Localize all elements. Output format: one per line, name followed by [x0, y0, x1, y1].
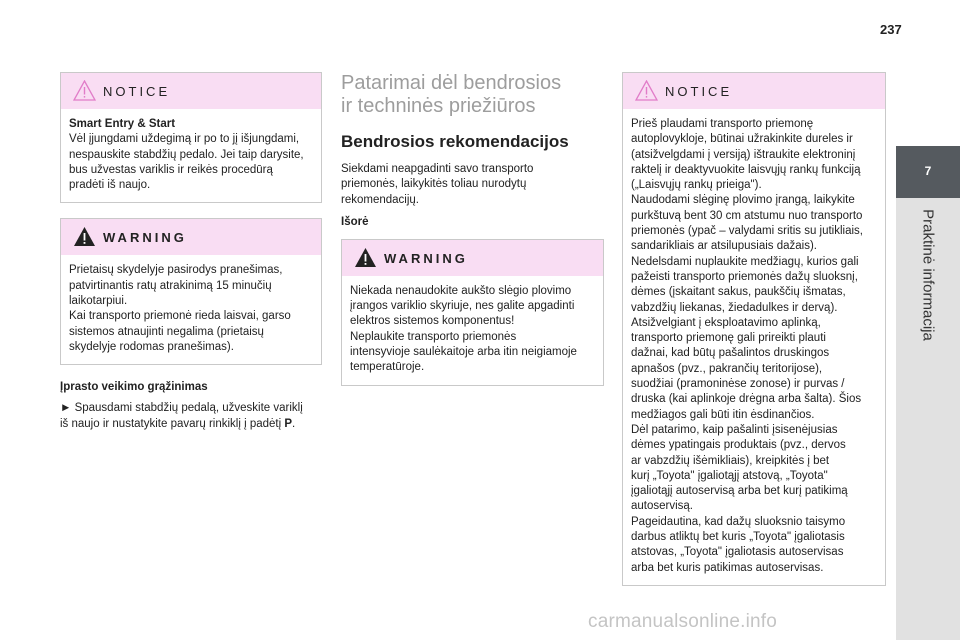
text-line: raktelį ir deaktyvuokite laisvųjų rankų funkciją	[631, 163, 861, 176]
chapter-number: 7	[924, 164, 932, 178]
text-line: dėmes ypatingais produktais (pvz., dervos	[631, 439, 846, 452]
notice-title: NOTICE	[665, 84, 733, 99]
warning-box	[341, 239, 604, 386]
text-line: laikotarpiui.	[69, 295, 128, 308]
notice-triangle-icon	[73, 80, 96, 101]
text-line: Prietaisų skydelyje pasirodys pranešimas,	[69, 264, 283, 277]
section-title	[341, 72, 604, 118]
text-line: Kai transporto priemonė rieda laisvai, garso	[69, 310, 291, 323]
text-line: („Laisvųjų rankų prieiga").	[631, 179, 762, 192]
column-1	[60, 72, 322, 432]
notice-box	[622, 72, 886, 586]
text-line: apnašos (pvz., pakrančių teritorijose),	[631, 362, 823, 375]
subheading: Įprasto veikimo grąžinimas	[60, 381, 208, 394]
notice-box	[60, 72, 322, 203]
heading: Bendrosios rekomendacijos	[341, 132, 569, 151]
warning-triangle-icon	[354, 247, 377, 268]
notice-header	[61, 73, 321, 109]
notice-body	[623, 109, 885, 585]
text-line: elektros sistemos komponentus!	[350, 315, 515, 328]
text-line: intensyvioje saulėkaitoje arba itin neigiamoje	[350, 346, 577, 359]
text-line: Niekada nenaudokite aukšto slėgio plovimo	[350, 284, 572, 297]
text-line: Siekdami neapgadinti savo transporto	[341, 163, 534, 175]
text-line: kurį „Toyota" įgaliotąjį atstovą, „Toyota"	[631, 469, 828, 482]
text-line: Neplaukite transporto priemonės	[350, 330, 517, 343]
subheading: Išorė	[341, 215, 369, 228]
warning-body	[61, 255, 321, 364]
text-line: Prieš plaudami transporto priemonę	[631, 118, 814, 130]
intro-paragraph	[341, 162, 604, 208]
notice-title: NOTICE	[103, 84, 171, 99]
text-line: skydelyje rodomas pranešimas).	[69, 340, 234, 353]
text-line: dėmes (įskaitant sakus, paukščių išmatas,	[631, 286, 846, 299]
text-line: autoplovykloje, būtinai užrakinkite dureles ir	[631, 133, 853, 146]
warning-box	[60, 218, 322, 365]
text-run: .	[292, 417, 296, 430]
text-line: suodžiai (pramoninėse zonose) ir purvas /	[631, 378, 845, 391]
warning-title: WARNING	[103, 230, 187, 246]
warning-header	[342, 240, 603, 276]
text-line: ► Spausdami stabdžių pedalą, užveskite variklį	[60, 402, 303, 415]
text-line: dažnai, kad būtų pašalintos druskingos	[631, 347, 830, 360]
warning-title: WARNING	[384, 250, 468, 266]
text-line: Dėl patarimo, kaip pašalinti įsisenėjusias	[631, 423, 838, 436]
text-line: rekomendacijų.	[341, 193, 419, 206]
text-line: pradėti iš naujo.	[69, 179, 151, 192]
warning-header	[61, 219, 321, 255]
text-line: nespauskite stabdžių pedalo. Jei taip darysite,	[69, 148, 304, 161]
text-line: įgaliotąjį autoservisą arba bet kurį patikimą	[631, 485, 848, 498]
notice-body	[61, 109, 321, 202]
text-line: transporto priemonę gali prireikti plauti	[631, 332, 826, 345]
text-line: ar vabzdžių išėmikliais), kreipkitės į bet	[631, 454, 830, 467]
text-line: darbus atliktų bet kuris „Toyota" įgaliotasis	[631, 531, 845, 544]
bullet-paragraph	[60, 401, 322, 432]
title-line: Patarimai dėl bendrosios	[341, 72, 562, 94]
text-line: priemonės, laikykitės toliau nurodytų	[341, 178, 527, 191]
watermark: carmanualsonline.info	[588, 611, 778, 632]
text-run: iš naujo ir nustatykite pavarų rinkiklį į padėtį	[60, 417, 285, 430]
text-line: pažeisti transporto priemonės dažų sluoksnį,	[631, 270, 858, 283]
text-line: Naudodami slėginę plovimo įrangą, laikykite	[631, 194, 855, 207]
text-line: bus užvestas variklis ir reikės procedūrą	[69, 163, 273, 176]
chapter-tab	[896, 146, 960, 198]
column-3	[622, 72, 886, 586]
text-line: (atsižvelgdami į versiją) ištraukite elektroninį	[631, 148, 856, 161]
title-line: ir techninės priežiūros	[341, 95, 536, 117]
text-line: patvirtinantis ratų atrakinimą 15 minučių	[69, 279, 272, 292]
text-line: purkštuvą bent 30 cm atstumu nuo transporto	[631, 209, 863, 222]
text-line: sistemos atnaujinti negalima (prietaisų	[69, 325, 264, 338]
text-line: Nedelsdami nuplaukite medžiagų, kurios gali	[631, 255, 859, 268]
text-line: medžiagos gali būti itin ėsdinančios.	[631, 408, 815, 421]
page-number: 237	[880, 22, 902, 37]
text-line	[60, 417, 322, 432]
column-2	[341, 72, 604, 386]
text-line: atstovas, „Toyota" įgaliotasis autoservisas	[631, 546, 844, 559]
gear-position-p: P	[284, 417, 293, 430]
text-line: Vėl įjungdami uždegimą ir po to jį išjungdami,	[69, 133, 300, 146]
warning-body	[342, 276, 603, 385]
notice-header	[623, 73, 885, 109]
text-line: temperatūroje.	[350, 361, 425, 374]
text-line: Pageidautina, kad dažų sluoksnio taisymo	[631, 515, 846, 528]
notice-heading: Smart Entry & Start	[69, 118, 176, 130]
text-line: autoservisą.	[631, 500, 694, 513]
text-line: druska (kai aplinkoje drėgna arba šalta). Šios	[631, 393, 862, 406]
text-line: vabzdžių liekanas, žiedadulkes ir dervą).	[631, 301, 838, 314]
text-line: priemonės (ypač – valydami sritis su jutikliais,	[631, 225, 863, 238]
notice-triangle-icon	[635, 80, 658, 101]
chapter-label: Praktinė informacija	[919, 209, 937, 341]
text-line: sandarikliais ar atsilupusiais dažais).	[631, 240, 817, 253]
text-line: įrangos variklio skyriuje, nes galite apgadinti	[350, 300, 575, 313]
text-line: arba bet kuris patikimas autoservisas.	[631, 561, 824, 574]
text-line: Atsižvelgiant į eksploatavimo aplinką,	[631, 316, 821, 329]
warning-triangle-icon	[73, 226, 96, 247]
